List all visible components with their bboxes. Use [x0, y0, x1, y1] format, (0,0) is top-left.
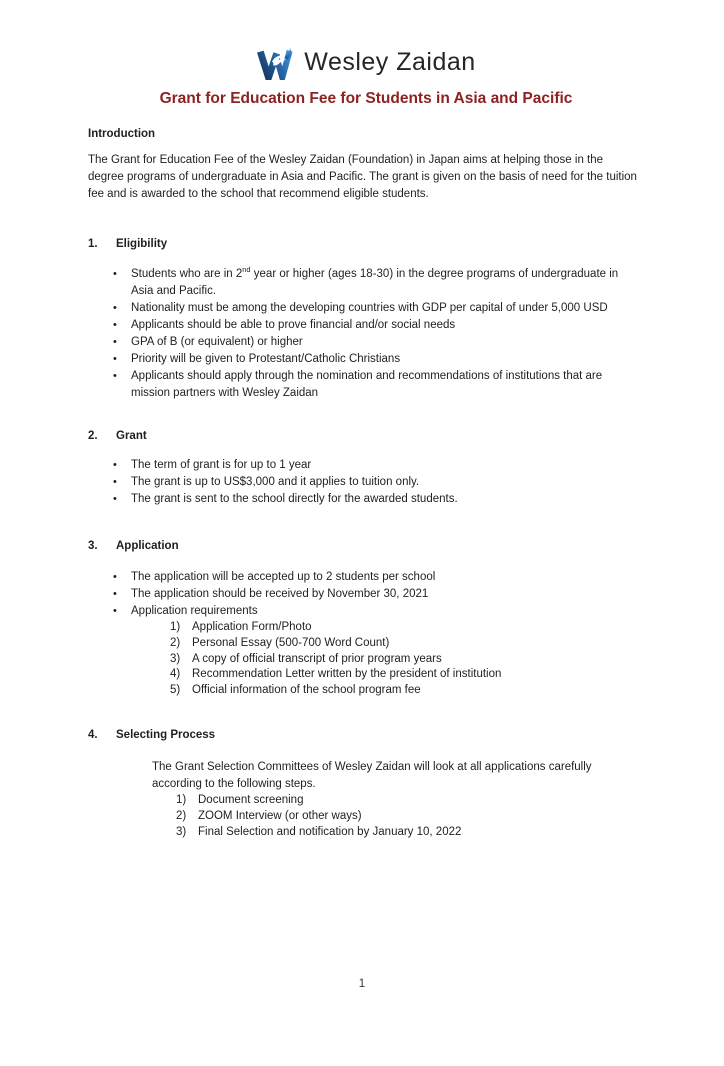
list-item: [113, 300, 644, 317]
section-heading-eligibility: [88, 236, 644, 253]
item-number: 3): [176, 825, 187, 838]
list-item: [113, 491, 644, 508]
section-heading-selecting-process: [88, 727, 644, 744]
intro-heading: Introduction: [88, 128, 156, 140]
numbered-item-text: Official information of the school program fee: [192, 684, 421, 697]
section-number: 1.: [88, 238, 98, 250]
item-number: 3): [170, 652, 181, 665]
list-item-text: The application should be received by November 30, 2021: [131, 588, 429, 600]
numbered-item: [176, 809, 644, 825]
bullet-icon: •: [113, 459, 117, 471]
numbered-item-text: Recommendation Letter written by the president of institution: [192, 668, 502, 681]
bullet-icon: •: [113, 571, 117, 583]
section-number: 3.: [88, 540, 98, 552]
list-item: [113, 586, 644, 603]
list-item: [113, 351, 644, 368]
item-number: 5): [170, 684, 181, 697]
superscript: nd: [242, 265, 251, 275]
bullet-icon: •: [113, 353, 117, 365]
list-item: [113, 368, 644, 402]
numbered-item-text: Personal Essay (500-700 Word Count): [192, 636, 390, 649]
list-item-text: GPA of B (or equivalent) or higher: [131, 336, 303, 348]
list-item: [113, 474, 644, 491]
numbered-item: [176, 825, 644, 841]
document-page: [0, 42, 724, 1066]
numbered-item: [170, 667, 644, 683]
list-item: [113, 569, 644, 586]
numbered-item: [170, 620, 644, 636]
list-item-text: The grant is up to US$3,000 and it applies to tuition only.: [131, 476, 420, 488]
bullet-icon: •: [113, 588, 117, 600]
bullet-icon: •: [113, 370, 117, 382]
section-title: Eligibility: [116, 238, 168, 250]
item-number: 2): [170, 636, 181, 649]
list-item-text: The term of grant is for up to 1 year: [131, 459, 312, 471]
list-item-text: Applicants should be able to prove financial and/or social needs: [131, 319, 456, 331]
numbered-item: [170, 636, 644, 652]
bullet-icon: •: [113, 336, 117, 348]
selecting-process-paragraph: The Grant Selection Committees of Wesley Zaidan will look at all applications carefully according to the following steps.: [152, 760, 592, 790]
numbered-item-text: ZOOM Interview (or other ways): [198, 809, 362, 822]
list-item-text: Students who are in 2nd year or higher (ages 18-30) in the degree programs of undergraduate in Asia and Pacific.: [131, 265, 619, 297]
bullet-icon: •: [113, 302, 117, 314]
list-item: [113, 334, 644, 351]
bullet-icon: •: [113, 605, 117, 617]
section-title: Application: [116, 540, 179, 552]
bullet-icon: •: [113, 319, 117, 331]
item-number: 1): [170, 621, 181, 633]
numbered-item-text: A copy of official transcript of prior program years: [192, 652, 442, 665]
page-number: 1: [358, 978, 366, 990]
section-number: 2.: [88, 430, 98, 442]
list-item-text: The application will be accepted up to 2 students per school: [131, 571, 436, 583]
bullet-icon: •: [113, 476, 117, 488]
brand-name: Wesley Zaidan: [304, 47, 476, 76]
section-number: 4.: [88, 728, 98, 741]
numbered-item-text: Application Form/Photo: [192, 621, 312, 633]
application-requirements-list: [88, 620, 644, 699]
list-item-text: Nationality must be among the developing countries with GDP per capital of under 5,000 USD: [131, 302, 608, 314]
page-title: Grant for Education Fee for Students in Asia and Pacific: [159, 90, 573, 107]
section-title: Selecting Process: [116, 728, 216, 741]
numbered-item-text: Final Selection and notification by January 10, 2022: [198, 825, 462, 838]
bullet-icon: •: [113, 268, 117, 280]
numbered-item-text: Document screening: [198, 793, 304, 806]
list-item: [113, 317, 644, 334]
list-item: [113, 603, 644, 620]
item-number: 4): [170, 668, 181, 681]
numbered-item: [176, 793, 644, 809]
list-item-text: The grant is sent to the school directly for the awarded students.: [131, 493, 458, 505]
list-item: [113, 266, 644, 300]
section-title: Grant: [116, 430, 147, 442]
item-number: 2): [176, 809, 187, 822]
list-item-text: Application requirements: [131, 605, 258, 617]
application-list: [88, 569, 644, 620]
section-heading-grant: [88, 428, 644, 445]
wesley-zaidan-logo: [88, 42, 644, 82]
section-heading-application: [88, 538, 644, 555]
selecting-process-steps: [88, 793, 644, 840]
numbered-item: [170, 652, 644, 668]
grant-list: [88, 457, 644, 508]
eligibility-list: [88, 266, 644, 402]
w-dove-logo-icon: [256, 44, 294, 80]
item-number: 1): [176, 793, 187, 806]
intro-paragraph: The Grant for Education Fee of the Wesley Zaidan (Foundation) in Japan aims at helping those in the degree programs of undergraduate in Asia and Pacific. The grant is given on the basis of need for the tuition fee and is awarded to the school that recommend eligible students.: [88, 154, 637, 200]
numbered-item: [170, 683, 644, 699]
list-item-text: Applicants should apply through the nomination and recommendations of institutions that are mission partners with Wesley Zaidan: [131, 370, 603, 399]
list-item: [113, 457, 644, 474]
bullet-icon: •: [113, 493, 117, 505]
list-item-text: Priority will be given to Protestant/Catholic Christians: [131, 353, 401, 365]
